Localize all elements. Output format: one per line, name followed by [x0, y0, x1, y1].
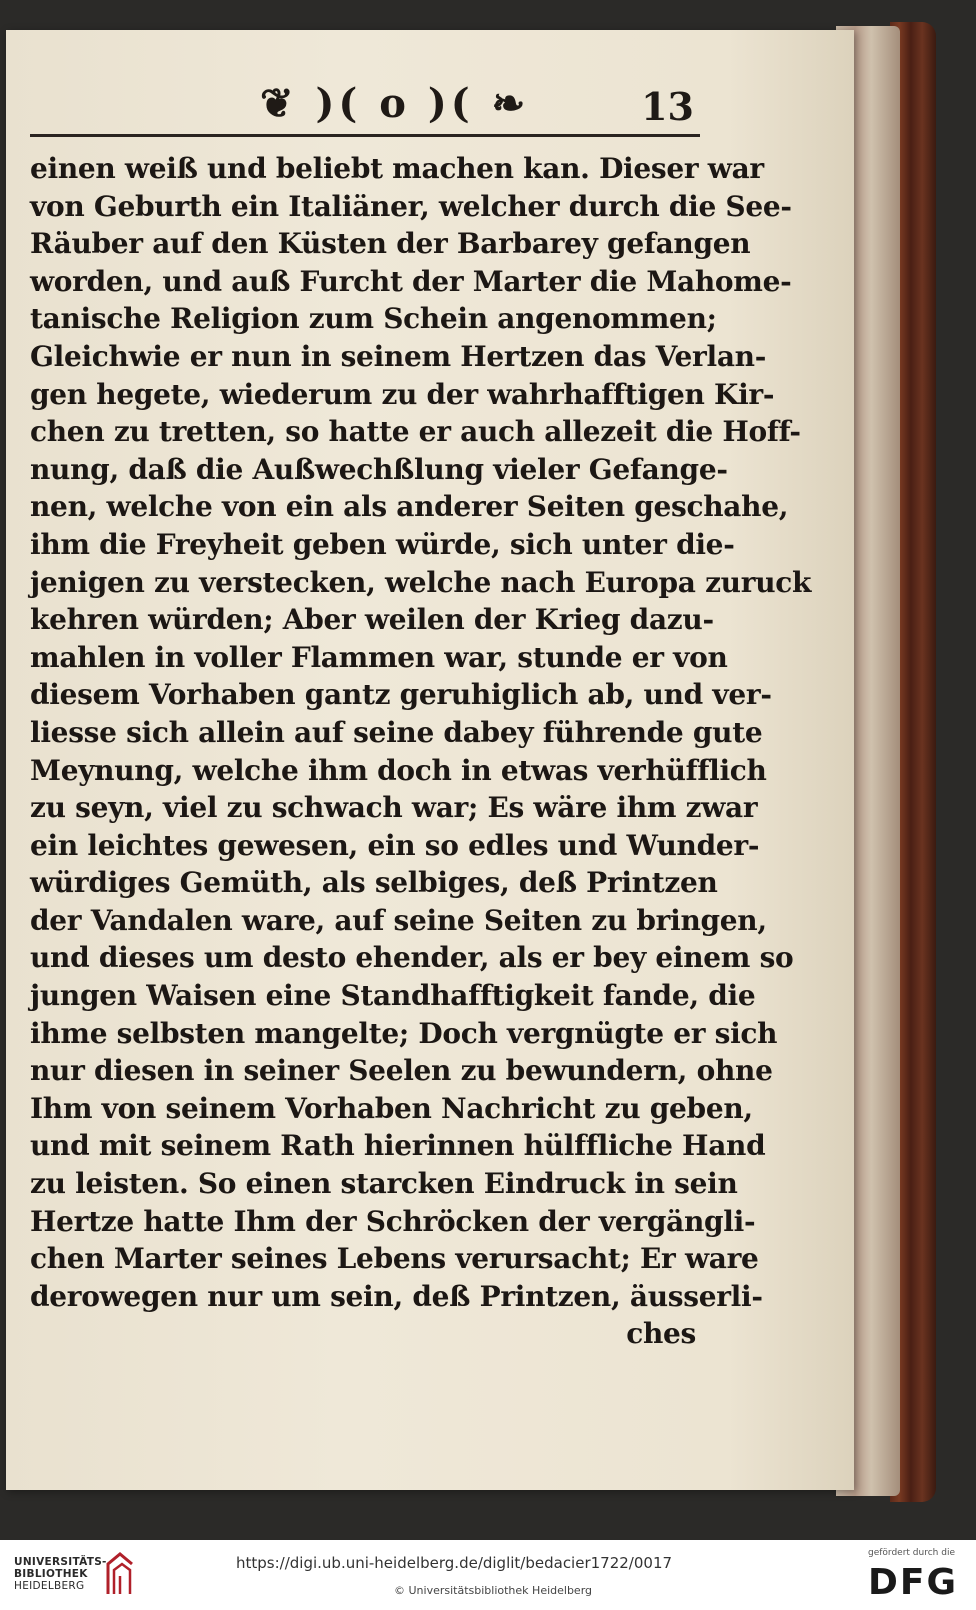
text-line: Räuber auf den Küsten der Barbarey gefangen: [30, 227, 751, 261]
text-line: derowegen nur um sein, deß Printzen, äusserli-: [30, 1279, 763, 1313]
text-line: und mit seinem Rath hierinnen hülffliche Hand: [30, 1129, 766, 1163]
text-line: von Geburth ein Italiäner, welcher durch die See-: [30, 189, 792, 223]
library-logo-icon: [104, 1550, 134, 1598]
text-line: gen hegete, wiederum zu der wahrhafftigen Kir-: [30, 377, 775, 411]
text-line: tanische Religion zum Schein angenommen;: [30, 302, 717, 336]
library-name-line1: UNIVERSITÄTS-: [14, 1556, 107, 1568]
body-text: [30, 150, 812, 1353]
header-ornament: ❦ )( o )( ❧: [260, 80, 530, 127]
text-line: nen, welche von ein als anderer Seiten geschahe,: [30, 490, 789, 524]
text-line: jungen Waisen eine Standhafftigkeit fande, die: [30, 979, 756, 1013]
text-line: jenigen zu verstecken, welche nach Europa zuruck: [30, 565, 812, 599]
text-line: Gleichwie er nun in seinem Hertzen das Verlan-: [30, 339, 767, 373]
copyright-notice: © Universitätsbibliothek Heidelberg: [394, 1584, 593, 1597]
text-line: ein leichtes gewesen, ein so edles und Wunder-: [30, 828, 760, 862]
text-line: chen Marter seines Lebens verursacht; Er ware: [30, 1242, 759, 1276]
text-line: chen zu tretten, so hatte er auch allezeit die Hoff-: [30, 415, 801, 449]
library-name-line3: HEIDELBERG: [14, 1580, 85, 1592]
text-line: nur diesen in seiner Seelen zu bewundern, ohne: [30, 1054, 773, 1088]
page-number: 13: [641, 84, 694, 129]
text-line: zu leisten. So einen starcken Eindruck in sein: [30, 1167, 738, 1201]
text-line: ihm die Freyheit geben würde, sich unter die-: [30, 527, 735, 561]
text-line: nung, daß die Außwechßlung vieler Gefange-: [30, 452, 728, 486]
viewer-footer: [0, 1540, 976, 1610]
text-line: mahlen in voller Flammen war, stunde er von: [30, 640, 728, 674]
library-name-line2: BIBLIOTHEK: [14, 1568, 88, 1580]
text-line: der Vandalen ware, auf seine Seiten zu bringen,: [30, 903, 767, 937]
text-line: einen weiß und beliebt machen kan. Dieser war: [30, 152, 764, 185]
text-line: worden, und auß Furcht der Marter die Mahome-: [30, 264, 792, 298]
text-line: Meynung, welche ihm doch in etwas verhüfflich: [30, 753, 767, 787]
text-line: ihme selbsten mangelte; Doch vergnügte er sich: [30, 1016, 778, 1050]
dfg-logo: DFG: [868, 1562, 959, 1603]
text-line: liesse sich allein auf seine dabey führende gute: [30, 715, 763, 749]
catchword: ches: [626, 1317, 696, 1351]
text-line: zu seyn, viel zu schwach war; Es wäre ihm zwar: [30, 791, 758, 825]
page-header: [30, 60, 700, 137]
text-line: würdiges Gemüth, als selbiges, deß Printzen: [30, 866, 718, 900]
text-line: Hertze hatte Ihm der Schröcken der vergängli-: [30, 1204, 756, 1238]
permalink-url[interactable]: https://digi.ub.uni-heidelberg.de/diglit/bedacier1722/0017: [236, 1554, 673, 1572]
text-line: und dieses um desto ehender, als er bey einem so: [30, 941, 794, 975]
text-line: Ihm von seinem Vorhaben Nachricht zu geben,: [30, 1091, 753, 1125]
text-line: kehren würden; Aber weilen der Krieg dazu-: [30, 603, 714, 637]
funding-label: gefördert durch die: [868, 1548, 955, 1558]
text-line: diesem Vorhaben gantz geruhiglich ab, und ver-: [30, 678, 772, 712]
library-logo-text: [14, 1556, 107, 1592]
